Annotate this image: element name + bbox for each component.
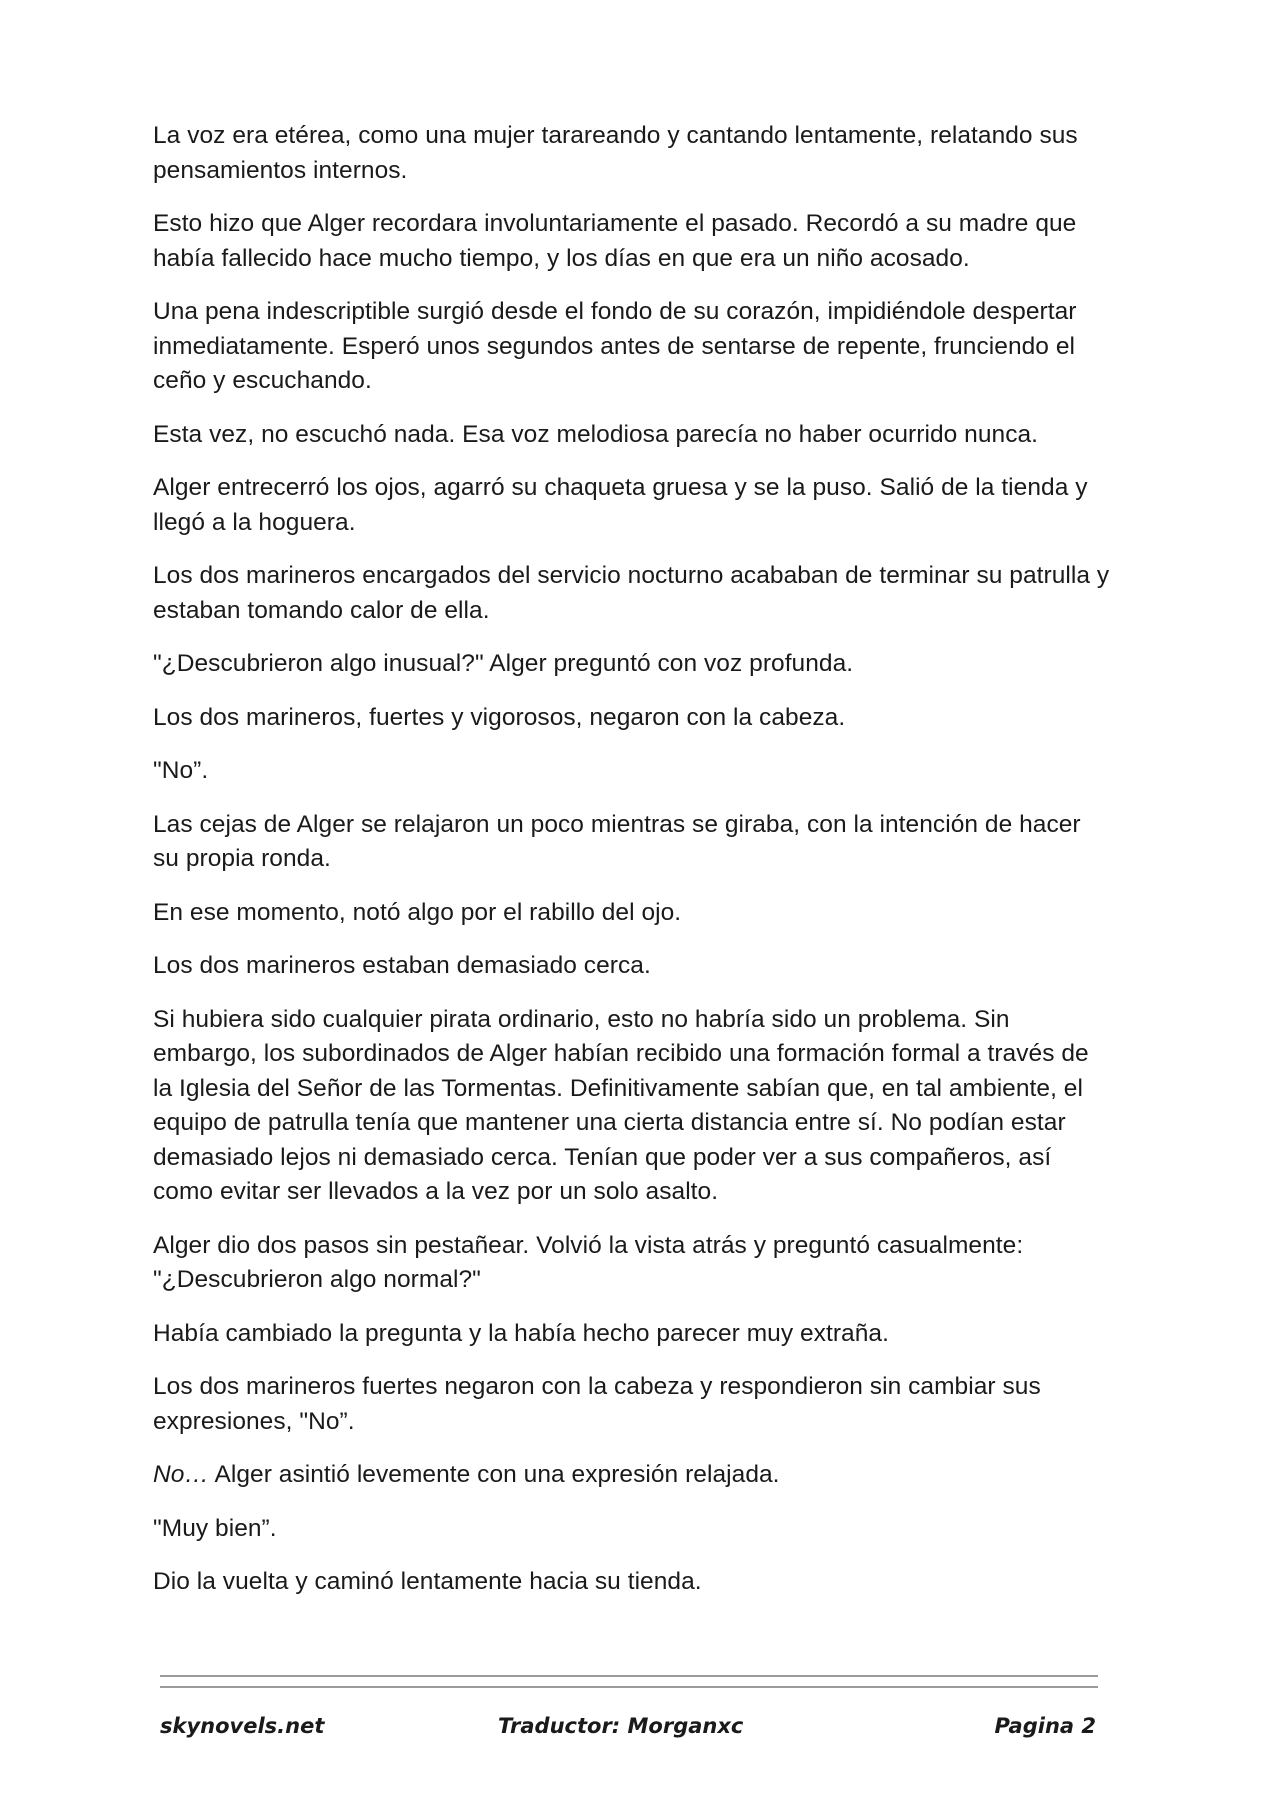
- paragraph-16: Los dos marineros fuertes negaron con la cabeza y respondieron sin cambiar sus expresiones, "No”.: [153, 1373, 1041, 1435]
- page-footer: [160, 1714, 1098, 1748]
- footer-site: skynovels.net: [160, 1714, 325, 1738]
- paragraph-17: [153, 1458, 1113, 1493]
- paragraph-17-rest: Alger asintió levemente con una expresión relajada.: [208, 1461, 780, 1488]
- paragraph-14: Alger dio dos pasos sin pestañear. Volvió la vista atrás y preguntó casualmente: "¿Descubrieron algo normal?": [153, 1231, 1024, 1293]
- paragraph-8: Los dos marineros, fuertes y vigorosos, negaron con la cabeza.: [153, 703, 846, 731]
- footer-translator: Traductor: Morganxc: [498, 1714, 744, 1738]
- paragraph-7: "¿Descubrieron algo inusual?" Alger preguntó con voz profunda.: [153, 650, 854, 677]
- paragraph-5: Alger entrecerró los ojos, agarró su chaqueta gruesa y se la puso. Salió de la tienda y llegó a la hoguera.: [153, 474, 1088, 536]
- paragraph-3: Una pena indescriptible surgió desde el fondo de su corazón, impidiéndole despertar inmediatamente. Esperó unos segundos antes de sentarse de repente, frunciendo el ceño y escuchando.: [153, 298, 1077, 394]
- footer-divider-bottom: [160, 1686, 1098, 1688]
- paragraph-11: En ese momento, notó algo por el rabillo del ojo.: [153, 898, 682, 926]
- paragraph-9: "No”.: [153, 757, 209, 784]
- footer-divider-top: [160, 1675, 1098, 1677]
- paragraph-4: Esta vez, no escuchó nada. Esa voz melodiosa parecía no haber ocurrido nunca.: [153, 420, 1039, 448]
- italic-thought: No…: [153, 1461, 209, 1488]
- paragraph-15: Había cambiado la pregunta y la había hecho parecer muy extraña.: [153, 1319, 889, 1347]
- paragraph-1: La voz era etérea, como una mujer tarareando y cantando lentamente, relatando sus pensamientos internos.: [153, 122, 1078, 184]
- paragraph-19: Dio la vuelta y caminó lentamente hacia su tienda.: [153, 1568, 702, 1595]
- paragraph-2: Esto hizo que Alger recordara involuntariamente el pasado. Recordó a su madre que había fallecido hace mucho tiempo, y los días en que era un niño acosado.: [153, 210, 1077, 272]
- paragraph-18: "Muy bien”.: [153, 1514, 277, 1542]
- footer-page-number: Pagina 2: [994, 1714, 1096, 1738]
- paragraph-13: Si hubiera sido cualquier pirata ordinario, esto no habría sido un problema. Sin embargo, los subordinados de Alger habían recibido una formación formal a través de la Iglesia del Señor de las Tormentas. Definitivamente sabían que, en tal ambiente, el equipo de patrulla tenía que mantener una cierta distancia entre sí. No podían estar demasiado lejos ni demasiado cerca. Tenían que poder ver a sus compañeros, así como evitar ser llevados a la vez por un solo asalto.: [153, 1005, 1089, 1205]
- paragraph-10: Las cejas de Alger se relajaron un poco mientras se giraba, con la intención de hacer su propia ronda.: [153, 810, 1081, 872]
- paragraph-12: Los dos marineros estaban demasiado cerca.: [153, 952, 651, 979]
- paragraph-6: Los dos marineros encargados del servicio nocturno acababan de terminar su patrulla y estaban tomando calor de ella.: [153, 562, 1110, 624]
- document-body: [153, 119, 1113, 1619]
